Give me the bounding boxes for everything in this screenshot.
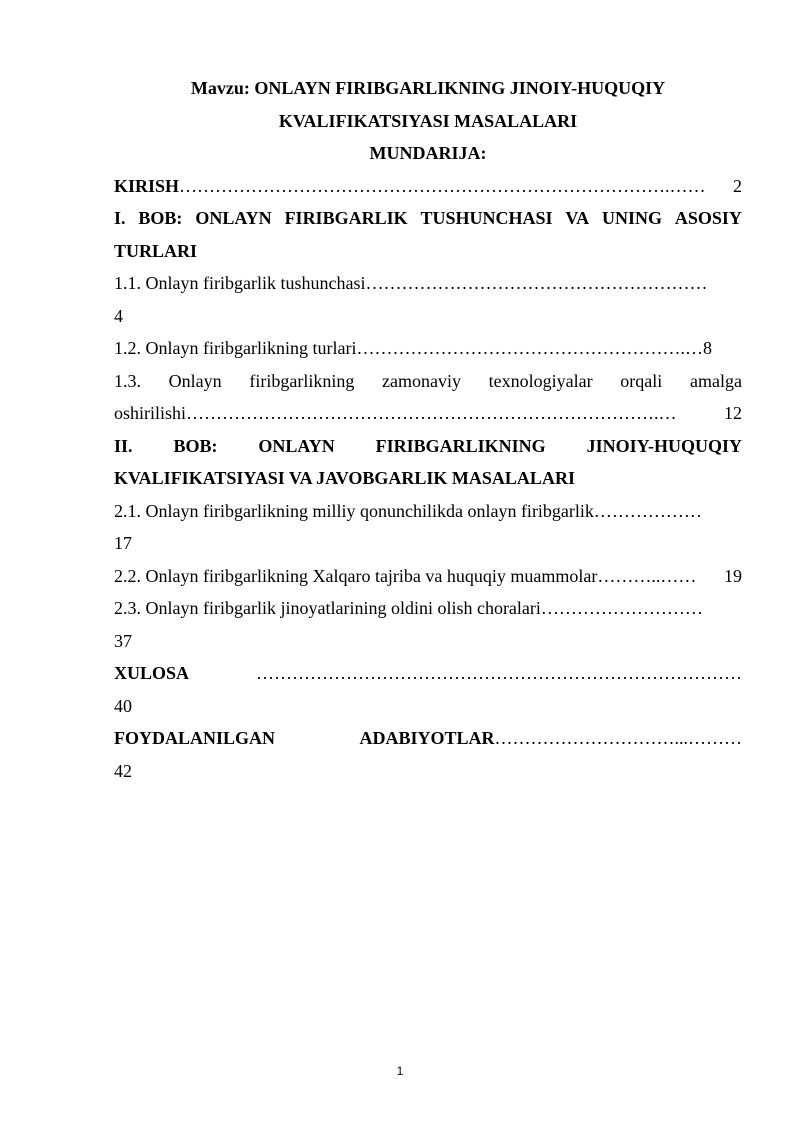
- toc-entry-2-1: [114, 495, 742, 528]
- toc-entry-label-and-dots: [359, 722, 742, 755]
- chapter-1-title-line2: TURLARI: [114, 240, 198, 261]
- contents-heading: MUNDARIJA:: [369, 143, 487, 163]
- title-word: JINOIY-HUQUQIY: [586, 435, 742, 456]
- entry-word: orqali: [620, 370, 663, 391]
- toc-dots: ………………………………………………………………………: [256, 663, 742, 683]
- toc-dots: ……………………………………………………………………….……: [179, 175, 706, 196]
- toc-page-number: 19: [724, 565, 742, 586]
- entry-word: 1.3.: [114, 370, 141, 391]
- entry-word: amalga: [689, 370, 742, 391]
- toc-dots: …………………………………………………………………….…: [186, 403, 677, 423]
- toc-entry-lead: [114, 495, 742, 528]
- toc-entry-label: 2.3. Onlayn firibgarlik jinoyatlarining oldini olish choralari: [114, 598, 541, 618]
- title-word: VA: [565, 208, 590, 228]
- page-content: [114, 72, 742, 787]
- toc-entry-kirish: [114, 170, 742, 203]
- toc-entry-label: 2.1. Onlayn firibgarlikning milliy qonunchilikda onlayn firibgarlik: [114, 500, 594, 521]
- title-word: UNING: [601, 208, 662, 228]
- topic-title-line2: KVALIFIKATSIYASI MASALALARI: [278, 110, 578, 131]
- entry-word: zamonaviy: [382, 370, 461, 391]
- toc-entry-label: 1.2. Onlayn firibgarlikning turlari: [114, 338, 357, 358]
- toc-dots: ………………………: [540, 598, 703, 618]
- title-word: ONLAYN: [258, 435, 335, 456]
- toc-dots: …………………………...………: [494, 728, 742, 748]
- toc-page-number: 17: [114, 533, 132, 553]
- title-word: BOB:: [138, 208, 183, 228]
- toc-entry-label: 2.2. Onlayn firibgarlikning Xalqaro tajriba va huquqiy muammolar: [114, 565, 598, 586]
- toc-entry-xulosa: [114, 657, 742, 690]
- toc-entry-label: oshirilishi: [114, 403, 187, 423]
- toc-entry-label-word: FOYDALANILGAN: [114, 728, 276, 748]
- title-word: ASOSIY: [674, 208, 742, 228]
- chapter-2-title-line2: KVALIFIKATSIYASI VA JAVOBGARLIK MASALALARI: [114, 468, 575, 488]
- toc-entry-2-2: [114, 560, 742, 593]
- entry-word: texnologiyalar: [488, 370, 593, 391]
- toc-page-number: 4: [114, 305, 123, 326]
- toc-entry-lead: [114, 170, 733, 203]
- toc-page-number: 2: [733, 175, 742, 196]
- title-word: II.: [114, 435, 133, 456]
- toc-page-number: 42: [114, 760, 132, 781]
- toc-entry-lead: [114, 560, 724, 593]
- title-word: FIRIBGARLIK: [284, 208, 408, 228]
- toc-entry-lead: [114, 267, 742, 300]
- title-word: TUSHUNCHASI: [420, 208, 553, 228]
- toc-entry-lead: [114, 397, 724, 430]
- chapter-2-title-line1: [114, 430, 742, 463]
- toc-entry-1-2: [114, 332, 742, 365]
- toc-entry-1-1: [114, 267, 742, 300]
- toc-dots: ……………………………………………….…: [356, 338, 703, 358]
- toc-entry-label: KIRISH: [114, 175, 180, 196]
- title-word: FIRIBGARLIKNING: [375, 435, 546, 456]
- entry-word: Onlayn: [168, 370, 222, 391]
- toc-entry-references: [114, 722, 742, 755]
- title-word: ONLAYN: [195, 208, 272, 228]
- toc-entry-label-word: ADABIYOTLAR: [359, 728, 495, 748]
- toc-page-number: 40: [114, 695, 132, 716]
- toc-page-number: 37: [114, 630, 132, 651]
- toc-entry-label: 1.1. Onlayn firibgarlik tushunchasi: [114, 273, 366, 293]
- page-number-footer: 1: [396, 1064, 404, 1078]
- entry-word: firibgarlikning: [249, 370, 355, 391]
- toc-entry-1-3-line2: [114, 397, 742, 430]
- topic-title-line1: Mavzu: ONLAYN FIRIBGARLIKNING JINOIY-HUQUQIY: [190, 78, 666, 98]
- toc-dots: ………..……: [597, 565, 697, 586]
- toc-page-number: 8: [702, 338, 712, 358]
- title-word: I.: [114, 208, 126, 228]
- toc-entry-2-3: [114, 592, 742, 625]
- toc-dots: ………………: [593, 500, 702, 521]
- chapter-1-title-line1: [114, 202, 742, 235]
- toc-entry-lead: [114, 592, 742, 625]
- toc-entry-label: XULOSA: [114, 663, 190, 683]
- toc-dots: …………………………………………………: [365, 273, 708, 293]
- toc-entry-1-3-line1: [114, 365, 742, 398]
- toc-page-number: 12: [724, 403, 742, 423]
- title-word: BOB:: [173, 435, 218, 456]
